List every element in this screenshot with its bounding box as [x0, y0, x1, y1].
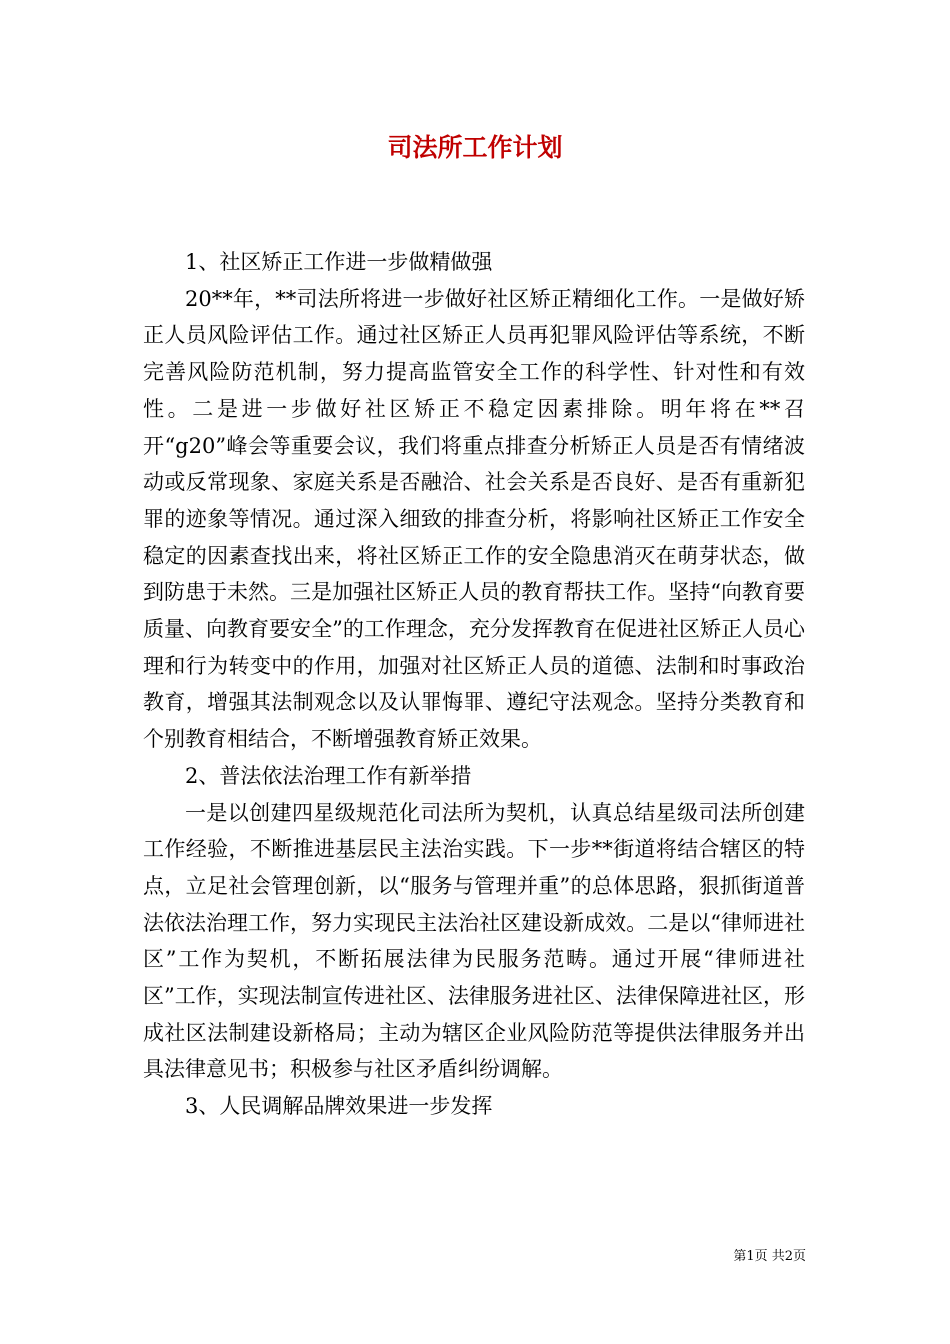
section-heading-3: 3、人民调解品牌效果进一步发挥: [185, 1094, 493, 1119]
section-heading-2: 2、普法依法治理工作有新举措: [185, 763, 472, 788]
page-number: 第1页 共2页: [733, 1249, 806, 1264]
document-title: 司法所工作计划: [387, 133, 563, 162]
section-heading-1: 1、社区矫正工作进一步做精做强: [185, 250, 493, 274]
document-body: [143, 244, 805, 1125]
section-paragraph-2: 一是以创建四星级规范化司法所为契机，认真总结星级司法所创建工作经验，不断推进基层民主法治实践。下一步**街道将结合辖区的特点，立足社会管理创新，以“服务与管理并重”的总体思路，狠抓街道普法依法治理工作，努力实现民主法治社区建设新成效。二是以“律师进社区”工作为契机，不断拓展法律为民服务范畴。通过开展“律师进社区”工作，实现法制宣传进社区、法律服务进社区、法律保障进社区，形成社区法制建设新格局；主动为辖区企业风险防范等提供法律服务并出具法律意见书；积极参与社区矛盾纠纷调解。: [143, 800, 805, 1082]
section-paragraph-1: 20**年，**司法所将进一步做好社区矫正精细化工作。一是做好矫正人员风险评估工作。通过社区矫正人员再犯罪风险评估等系统，不断完善风险防范机制，努力提高监管安全工作的科学性、针对性和有效性。二是进一步做好社区矫正不稳定因素排除。明年将在**召开“g20”峰会等重要会议，我们将重点排查分析矫正人员是否有情绪波动或反常现象、家庭关系是否融洽、社会关系是否良好、是否有重新犯罪的迹象等情况。通过深入细致的排查分析，将影响社区矫正工作安全稳定的因素查找出来，将社区矫正工作的安全隐患消灭在萌芽状态，做到防患于未然。三是加强社区矫正人员的教育帮扶工作。坚持“向教育要质量、向教育要安全”的工作理念，充分发挥教育在促进社区矫正人员心理和行为转变中的作用，加强对社区矫正人员的道德、法制和时事政治教育，增强其法制观念以及认罪悔罪、遵纪守法观念。坚持分类教育和个别教育相结合，不断增强教育矫正效果。: [143, 286, 805, 752]
